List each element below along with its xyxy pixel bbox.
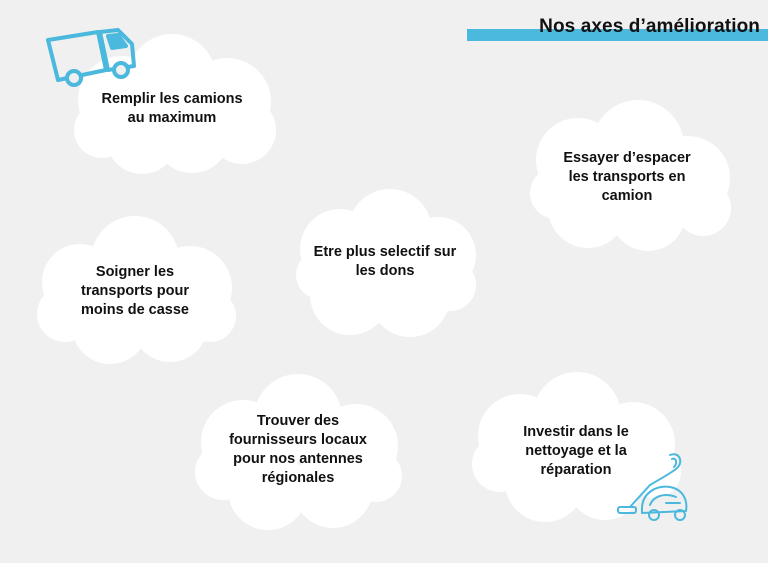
cloud-text-line: Investir dans le bbox=[523, 424, 629, 440]
cloud-text-line: au maximum bbox=[127, 110, 217, 126]
cloud-text-line: pour nos antennes bbox=[233, 451, 363, 467]
cloud-text-line: réparation bbox=[540, 462, 612, 478]
cloud-text-line: nettoyage et la bbox=[525, 443, 627, 459]
cloud-text-line: Essayer d’espacer bbox=[563, 150, 691, 166]
cloud-text-line: fournisseurs locaux bbox=[229, 432, 367, 448]
cloud-careful-transport bbox=[30, 212, 240, 367]
page-title: Nos axes d’amélioration bbox=[539, 16, 760, 37]
cloud-text-line: transports pour bbox=[81, 283, 189, 299]
cloud-text-line: les dons bbox=[355, 263, 415, 279]
vacuum-cleaner-icon bbox=[610, 449, 692, 530]
cloud-selective-donations bbox=[290, 185, 480, 343]
cloud-text-line: Etre plus selectif sur bbox=[313, 244, 457, 260]
cloud-text-line: Soigner les bbox=[95, 264, 175, 280]
cloud-space-transports bbox=[518, 98, 736, 253]
cloud-text-line: Remplir les camions bbox=[101, 91, 243, 107]
cloud-local-suppliers bbox=[188, 372, 408, 532]
cloud-text-line: régionales bbox=[261, 470, 335, 486]
cloud-text-line: les transports en bbox=[568, 169, 686, 185]
cloud-text-line: camion bbox=[601, 188, 653, 204]
cloud-text-line: Trouver des bbox=[256, 413, 340, 429]
truck-icon bbox=[44, 26, 136, 93]
cloud-text-line: moins de casse bbox=[81, 302, 189, 318]
